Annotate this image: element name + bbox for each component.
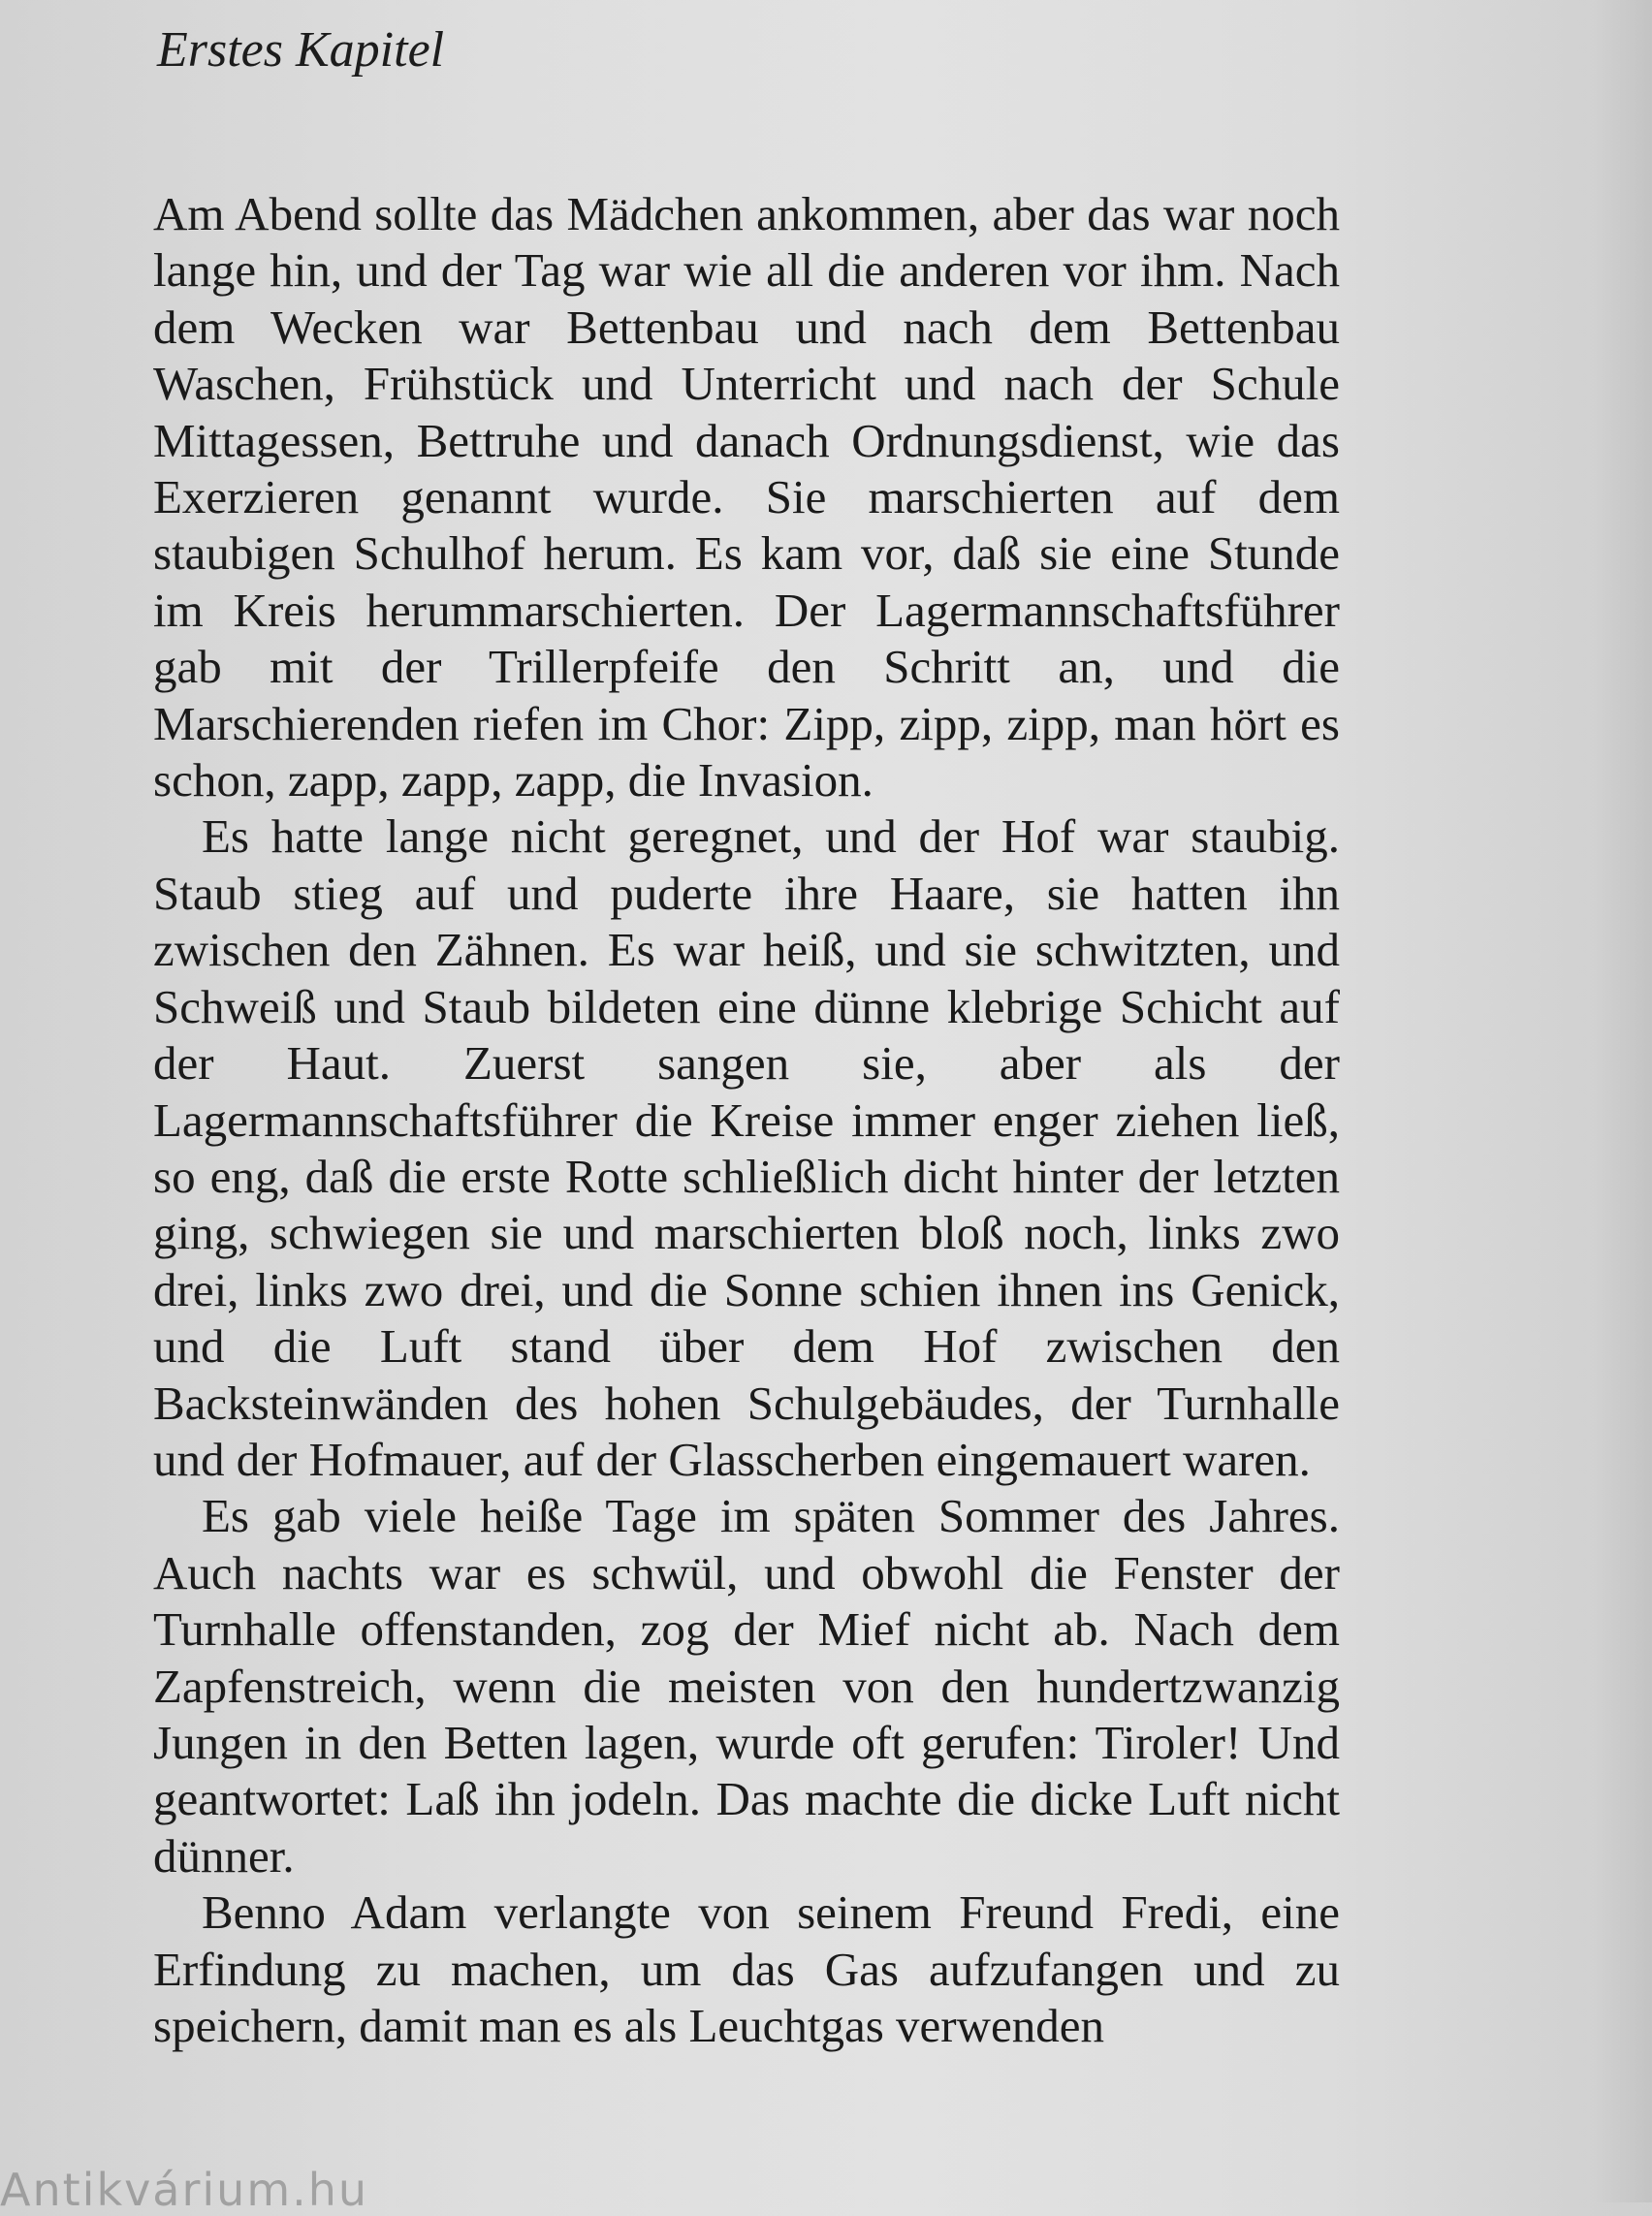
paragraph-1: Am Abend sollte das Mädchen ankommen, aber das war noch lange hin, und der Tag war wie all die anderen vor ihm. Nach dem Wecken war Bettenbau und nach dem Bettenbau Waschen, Frühstück und Unterricht und nach der Schule Mittagessen, Bettruhe und danach Ordnungsdienst, wie das Exerzieren genannt wurde. Sie marschierten auf dem staubigen Schulhof herum. Es kam vor, daß sie eine Stunde im Kreis herummarschierten. Der Lagermannschaftsführer gab mit der Trillerpfeife den Schritt an, und die Marschierenden riefen im Chor: Zipp, zipp, zipp, man hört es schon, zapp, zapp, zapp, die Invasion. [153, 187, 1340, 807]
watermark: Antikvárium.hu [0, 2164, 369, 2216]
paragraph-2: Es hatte lange nicht geregnet, und der Hof war staubig. Staub stieg auf und puderte ihre Haare, sie hatten ihn zwischen den Zähnen. Es war heiß, und sie schwitzten, und Schweiß und Staub bildeten eine dünne klebrige Schicht auf der Haut. Zuerst sangen sie, aber als der Lagermannschaftsführer die Kreise immer enger ziehen ließ, so eng, daß die erste Rotte schließlich dicht hinter der letzten ging, schwiegen sie und marschierten bloß noch, links zwo drei, links zwo drei, und die Sonne schien ihnen ins Genick, und die Luft stand über dem Hof zwischen den Backsteinwänden des hohen Schulgebäudes, der Turnhalle und der Hofmauer, auf der Glasscherben eingemauert waren. [153, 809, 1340, 1486]
paragraph-3: Es gab viele heiße Tage im späten Sommer des Jahres. Auch nachts war es schwül, und obwohl die Fenster der Turnhalle offenstanden, zog der Mief nicht ab. Nach dem Zapfenstreich, wenn die meisten von den hundertzwanzig Jungen in den Betten lagen, wurde oft gerufen: Tiroler! Und geantwortet: Laß ihn jodeln. Das machte die dicke Luft nicht dünner. [153, 1489, 1340, 1883]
paragraph-4: Benno Adam verlangte von seinem Freund Fredi, eine Erfindung zu machen, um das Gas aufzufangen und zu speichern, damit man es als Leuchtgas verwenden [153, 1885, 1340, 2052]
page-edge-shadow [1594, 0, 1652, 2202]
body-text [153, 186, 1340, 2054]
chapter-title: Erstes Kapitel [157, 22, 445, 78]
